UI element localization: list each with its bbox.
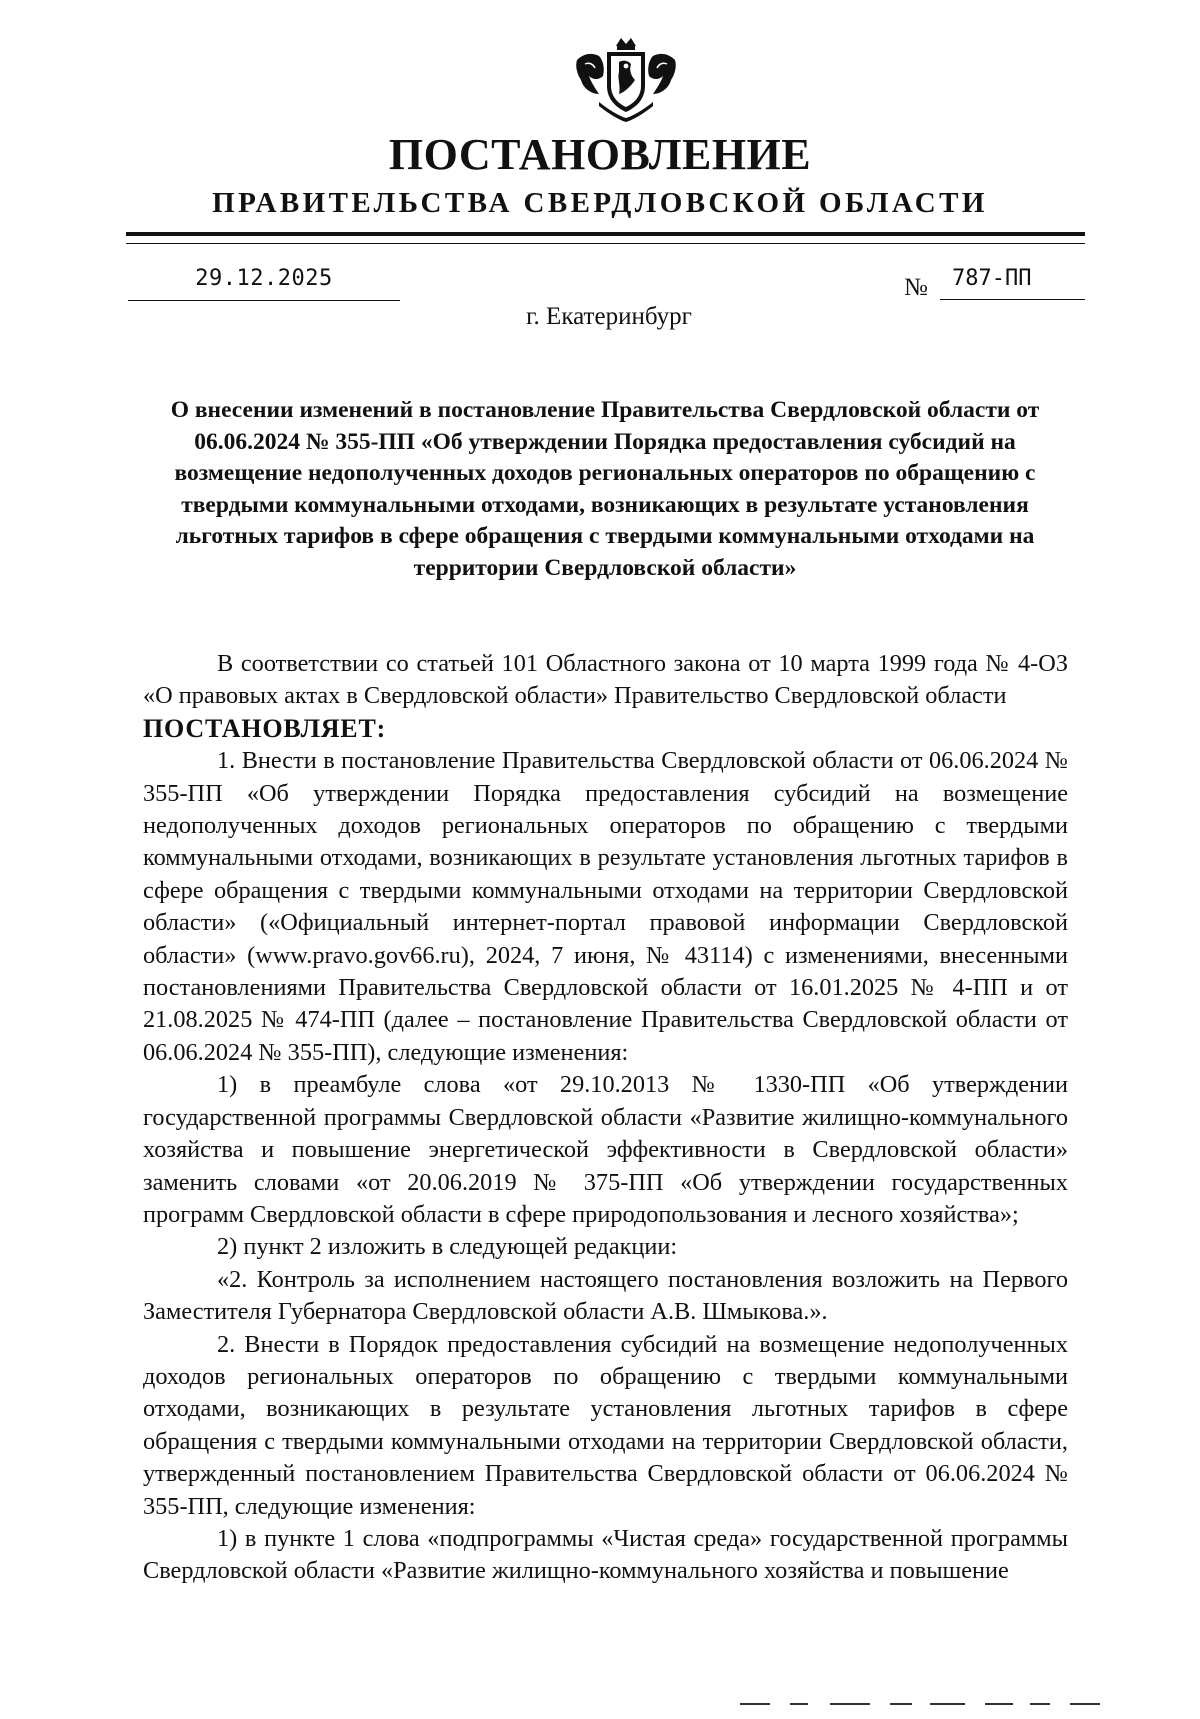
- paragraph-1-subitem-2: 2) пункт 2 изложить в следующей редакции:: [217, 1233, 678, 1261]
- resolves-keyword: ПОСТАНОВЛЯЕТ:: [143, 713, 387, 743]
- scan-artifact-marks: [740, 1700, 1105, 1708]
- document-body: [143, 648, 1068, 1588]
- paragraph-2-subitem-1: 1) в пункте 1 слова «подпрограммы «Чистая среда» государственной программы Свердловской области «Развитие жилищно-коммунального хозяйства и повышение: [143, 1524, 1068, 1585]
- document-title: ПОСТАНОВЛЕНИЕ: [388, 130, 812, 179]
- document-number-label: №: [904, 274, 928, 301]
- coat-of-arms-icon: [569, 36, 683, 122]
- paragraph-1-subitem-2-quote: «2. Контроль за исполнением настоящего постановления возложить на Первого Заместителя Губернатора Свердловской области А.В. Шмыкова.».: [143, 1265, 1068, 1326]
- document-date: 29.12.2025: [128, 262, 400, 301]
- paragraph-2: 2. Внести в Порядок предоставления субсидий на возмещение недополученных доходов региональных операторов по обращению с твердыми коммунальными отходами, возникающих в результате установления льготных тарифов в сфере обращения с твердыми коммунальными отходами на территории Свердловской области, утвержденный постановлением Правительства Свердловской области от 06.06.2024 № 355-ПП, следующие изменения:: [143, 1330, 1068, 1520]
- header-divider-thin: [126, 243, 1085, 244]
- intro-paragraph: В соответствии со статьей 101 Областного закона от 10 марта 1999 года № 4-ОЗ «О правовых актах в Свердловской области» Правительство Свердловской области: [143, 650, 1068, 710]
- document-heading: О внесении изменений в постановление Правительства Свердловской области от 06.06.2024 № 355-ПП «Об утверждении Порядка предоставления субсидий на возмещение недополученных доходов региональных операторов по обращению с твердыми коммунальными отходами, возникающих в результате установления льготных тарифов в сфере обращения с твердыми коммунальными отходами на территории Свердловской области»: [170, 397, 1040, 581]
- paragraph-1-subitem-1: 1) в преамбуле слова «от 29.10.2013 № 1330-ПП «Об утверждении государственной программы Свердловской области «Развитие жилищно-коммунального хозяйства и повышение энергетической эффективности в Свердловской области» заменить словами «от 20.06.2019 № 375-ПП «Об утверждении государственных программ Свердловской области в сфере природопользования и лесного хозяйства»;: [143, 1071, 1068, 1228]
- document-issuer: ПРАВИТЕЛЬСТВА СВЕРДЛОВСКОЙ ОБЛАСТИ: [212, 187, 988, 219]
- header-divider-thick: [126, 232, 1085, 236]
- document-number: 787-ПП: [940, 262, 1085, 300]
- document-city: г. Екатеринбург: [526, 303, 692, 330]
- paragraph-1: 1. Внести в постановление Правительства Свердловской области от 06.06.2024 № 355-ПП «Об утверждении Порядка предоставления субсидий на возмещение недополученных доходов региональных операторов по обращению с твердыми коммунальными отходами, возникающих в результате установления льготных тарифов в сфере обращения с твердыми коммунальными отходами на территории Свердловской области» («Официальный интернет-портал правовой информации Свердловской области» (www.pravo.gov66.ru), 2024, 7 июня, № 43114) с изменениями, внесенными постановлениями Правительства Свердловской области от 16.01.2025 № 4-ПП и от 21.08.2025 № 474-ПП (далее – постановление Правительства Свердловской области от 06.06.2024 № 355-ПП), следующие изменения:: [143, 747, 1068, 1066]
